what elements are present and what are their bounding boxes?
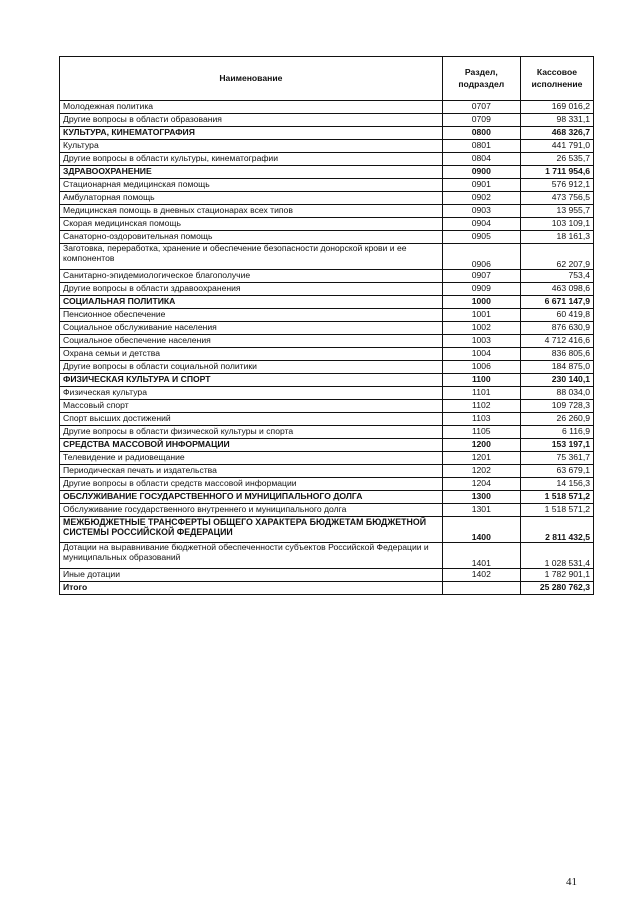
table-row bbox=[60, 114, 594, 127]
table-row bbox=[60, 543, 594, 569]
row-amount: 63 679,1 bbox=[520, 465, 593, 478]
row-name: Амбулаторная помощь bbox=[60, 192, 443, 205]
row-name: Санаторно-оздоровительная помощь bbox=[60, 231, 443, 244]
row-amount: 4 712 416,6 bbox=[520, 335, 593, 348]
row-name: Санитарно-эпидемиологическое благополучие bbox=[60, 270, 443, 283]
row-amount: 1 518 571,2 bbox=[520, 504, 593, 517]
row-code: 1105 bbox=[442, 426, 520, 439]
table-header bbox=[60, 57, 594, 101]
row-code: 1101 bbox=[442, 387, 520, 400]
row-name: Периодическая печать и издательства bbox=[60, 465, 443, 478]
row-code: 1204 bbox=[442, 478, 520, 491]
table-row bbox=[60, 127, 594, 140]
row-code: 0800 bbox=[442, 127, 520, 140]
row-name: Массовый спорт bbox=[60, 400, 443, 413]
row-amount: 468 326,7 bbox=[520, 127, 593, 140]
row-code: 0804 bbox=[442, 153, 520, 166]
table-row bbox=[60, 244, 594, 270]
row-amount: 26 535,7 bbox=[520, 153, 593, 166]
table-row bbox=[60, 452, 594, 465]
row-amount: 836 805,6 bbox=[520, 348, 593, 361]
row-code: 0902 bbox=[442, 192, 520, 205]
table-row bbox=[60, 153, 594, 166]
row-name: Социальное обеспечение населения bbox=[60, 335, 443, 348]
row-amount: 1 711 954,6 bbox=[520, 166, 593, 179]
row-amount: 473 756,5 bbox=[520, 192, 593, 205]
row-amount: 1 028 531,4 bbox=[520, 543, 593, 569]
table-row bbox=[60, 439, 594, 452]
table-row bbox=[60, 218, 594, 231]
row-name: ФИЗИЧЕСКАЯ КУЛЬТУРА И СПОРТ bbox=[60, 374, 443, 387]
row-code: 1000 bbox=[442, 296, 520, 309]
row-amount: 13 955,7 bbox=[520, 205, 593, 218]
row-code: 1400 bbox=[442, 517, 520, 543]
table-row bbox=[60, 491, 594, 504]
row-name: Другие вопросы в области средств массовой информации bbox=[60, 478, 443, 491]
row-amount: 18 161,3 bbox=[520, 231, 593, 244]
row-name: Другие вопросы в области социальной политики bbox=[60, 361, 443, 374]
table-row bbox=[60, 361, 594, 374]
row-name: Другие вопросы в области здравоохранения bbox=[60, 283, 443, 296]
table-row bbox=[60, 387, 594, 400]
row-amount: 75 361,7 bbox=[520, 452, 593, 465]
table-row bbox=[60, 283, 594, 296]
table-row bbox=[60, 140, 594, 153]
row-amount: 2 811 432,5 bbox=[520, 517, 593, 543]
row-code: 0707 bbox=[442, 101, 520, 114]
row-name: Спорт высших достижений bbox=[60, 413, 443, 426]
budget-execution-table bbox=[59, 56, 594, 595]
header-amount: Кассовое исполнение bbox=[520, 57, 593, 101]
table-row bbox=[60, 179, 594, 192]
table-row bbox=[60, 569, 594, 582]
row-code: 0906 bbox=[442, 244, 520, 270]
row-code: 0901 bbox=[442, 179, 520, 192]
row-name: Другие вопросы в области физической культуры и спорта bbox=[60, 426, 443, 439]
table-row bbox=[60, 335, 594, 348]
row-code: 0801 bbox=[442, 140, 520, 153]
table-row bbox=[60, 582, 594, 595]
table-row bbox=[60, 270, 594, 283]
row-name: Скорая медицинская помощь bbox=[60, 218, 443, 231]
row-amount: 88 034,0 bbox=[520, 387, 593, 400]
row-code: 1006 bbox=[442, 361, 520, 374]
row-code: 1402 bbox=[442, 569, 520, 582]
row-name: Другие вопросы в области образования bbox=[60, 114, 443, 127]
table-row bbox=[60, 322, 594, 335]
row-name: Дотации на выравнивание бюджетной обеспеченности субъектов Российской Федерации и муниципальных образований bbox=[60, 543, 443, 569]
row-amount: 62 207,9 bbox=[520, 244, 593, 270]
row-code: 0909 bbox=[442, 283, 520, 296]
table-row bbox=[60, 296, 594, 309]
row-code: 0903 bbox=[442, 205, 520, 218]
table-row bbox=[60, 517, 594, 543]
table-row bbox=[60, 231, 594, 244]
row-name: Обслуживание государственного внутреннего и муниципального долга bbox=[60, 504, 443, 517]
table-row bbox=[60, 478, 594, 491]
row-amount: 109 728,3 bbox=[520, 400, 593, 413]
table-row bbox=[60, 166, 594, 179]
row-name: Стационарная медицинская помощь bbox=[60, 179, 443, 192]
row-amount: 1 782 901,1 bbox=[520, 569, 593, 582]
row-code: 1004 bbox=[442, 348, 520, 361]
table-row bbox=[60, 465, 594, 478]
row-amount: 463 098,6 bbox=[520, 283, 593, 296]
row-name: КУЛЬТУРА, КИНЕМАТОГРАФИЯ bbox=[60, 127, 443, 140]
row-amount: 6 116,9 bbox=[520, 426, 593, 439]
table-body bbox=[60, 101, 594, 595]
row-code: 1301 bbox=[442, 504, 520, 517]
row-amount: 441 791,0 bbox=[520, 140, 593, 153]
row-code: 0709 bbox=[442, 114, 520, 127]
row-code: 1103 bbox=[442, 413, 520, 426]
row-code: 0907 bbox=[442, 270, 520, 283]
row-amount: 6 671 147,9 bbox=[520, 296, 593, 309]
row-code: 1300 bbox=[442, 491, 520, 504]
row-name: Охрана семьи и детства bbox=[60, 348, 443, 361]
table-row bbox=[60, 205, 594, 218]
row-amount: 169 016,2 bbox=[520, 101, 593, 114]
row-amount: 103 109,1 bbox=[520, 218, 593, 231]
header-row bbox=[60, 57, 594, 101]
row-code: 0905 bbox=[442, 231, 520, 244]
row-name: Итого bbox=[60, 582, 443, 595]
row-code: 1200 bbox=[442, 439, 520, 452]
row-amount: 876 630,9 bbox=[520, 322, 593, 335]
row-name: МЕЖБЮДЖЕТНЫЕ ТРАНСФЕРТЫ ОБЩЕГО ХАРАКТЕРА БЮДЖЕТАМ БЮДЖЕТНОЙ СИСТЕМЫ РОССИЙСКОЙ ФЕДЕРАЦИИ bbox=[60, 517, 443, 543]
row-name: ЗДРАВООХРАНЕНИЕ bbox=[60, 166, 443, 179]
row-name: СРЕДСТВА МАССОВОЙ ИНФОРМАЦИИ bbox=[60, 439, 443, 452]
row-code: 0904 bbox=[442, 218, 520, 231]
row-name: Культура bbox=[60, 140, 443, 153]
table-row bbox=[60, 426, 594, 439]
table-row bbox=[60, 348, 594, 361]
row-name: Молодежная политика bbox=[60, 101, 443, 114]
row-amount: 14 156,3 bbox=[520, 478, 593, 491]
table-row bbox=[60, 101, 594, 114]
row-amount: 230 140,1 bbox=[520, 374, 593, 387]
row-name: Социальное обслуживание населения bbox=[60, 322, 443, 335]
row-name: ОБСЛУЖИВАНИЕ ГОСУДАРСТВЕННОГО И МУНИЦИПАЛЬНОГО ДОЛГА bbox=[60, 491, 443, 504]
table-row bbox=[60, 309, 594, 322]
row-code: 1003 bbox=[442, 335, 520, 348]
row-code: 1001 bbox=[442, 309, 520, 322]
row-amount: 98 331,1 bbox=[520, 114, 593, 127]
row-amount: 26 260,9 bbox=[520, 413, 593, 426]
row-code: 1002 bbox=[442, 322, 520, 335]
header-code: Раздел, подраздел bbox=[442, 57, 520, 101]
row-code: 1100 bbox=[442, 374, 520, 387]
row-name: Физическая культура bbox=[60, 387, 443, 400]
row-name: Медицинская помощь в дневных стационарах всех типов bbox=[60, 205, 443, 218]
table-row bbox=[60, 413, 594, 426]
row-amount: 153 197,1 bbox=[520, 439, 593, 452]
row-amount: 25 280 762,3 bbox=[520, 582, 593, 595]
row-code: 0900 bbox=[442, 166, 520, 179]
row-code: 1401 bbox=[442, 543, 520, 569]
row-name: СОЦИАЛЬНАЯ ПОЛИТИКА bbox=[60, 296, 443, 309]
table-row bbox=[60, 400, 594, 413]
row-name: Иные дотации bbox=[60, 569, 443, 582]
row-code bbox=[442, 582, 520, 595]
row-name: Пенсионное обеспечение bbox=[60, 309, 443, 322]
table-row bbox=[60, 504, 594, 517]
row-code: 1102 bbox=[442, 400, 520, 413]
table-row bbox=[60, 192, 594, 205]
row-amount: 184 875,0 bbox=[520, 361, 593, 374]
row-amount: 576 912,1 bbox=[520, 179, 593, 192]
header-name: Наименование bbox=[60, 57, 443, 101]
row-amount: 60 419,8 bbox=[520, 309, 593, 322]
row-name: Телевидение и радиовещание bbox=[60, 452, 443, 465]
row-amount: 753,4 bbox=[520, 270, 593, 283]
row-name: Заготовка, переработка, хранение и обеспечение безопасности донорской крови и ее компонентов bbox=[60, 244, 443, 270]
row-code: 1202 bbox=[442, 465, 520, 478]
table-row bbox=[60, 374, 594, 387]
page-number: 41 bbox=[566, 876, 577, 888]
row-name: Другие вопросы в области культуры, кинематографии bbox=[60, 153, 443, 166]
row-code: 1201 bbox=[442, 452, 520, 465]
row-amount: 1 518 571,2 bbox=[520, 491, 593, 504]
